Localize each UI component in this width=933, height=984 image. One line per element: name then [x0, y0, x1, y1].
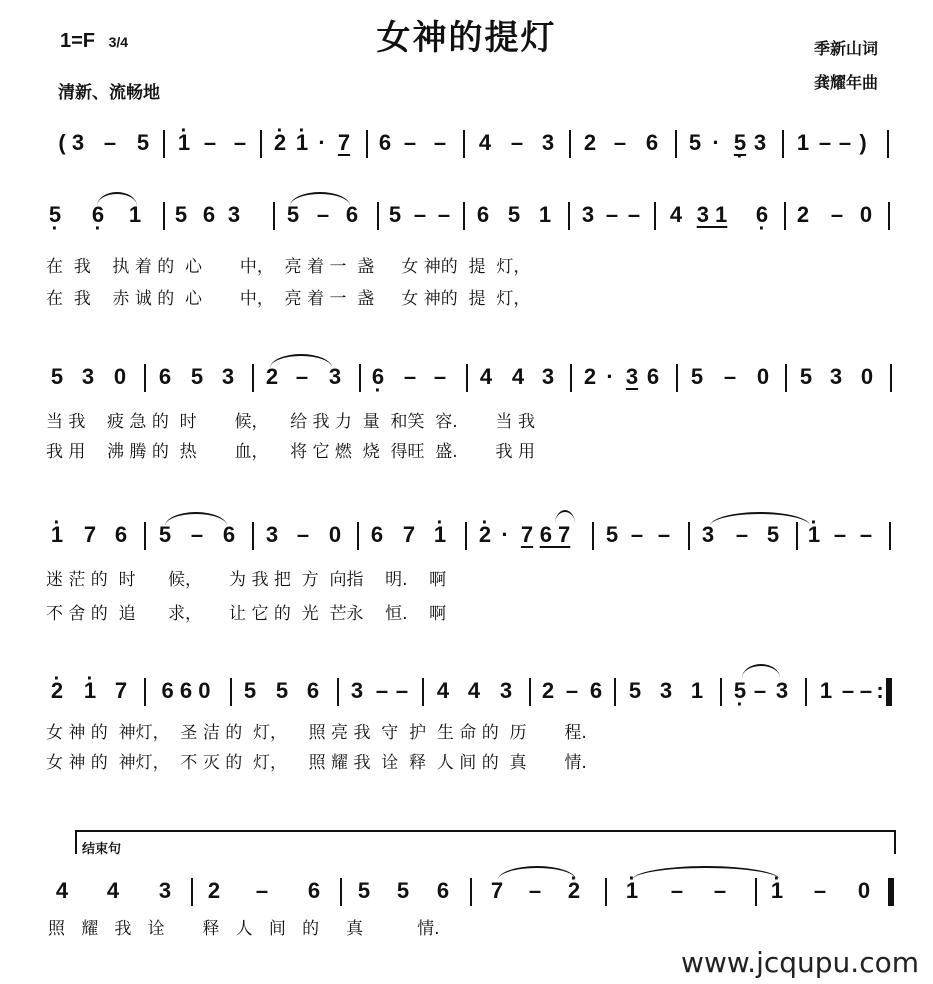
verse-b-notation-line: 5 3 0 6 5 3 2 – 3 6 · – – 4 4 3 2 · 3 6 5 – 0 5 3 0 [0, 362, 933, 402]
coda-notation-line: 4 4 3 2 – 6 5 5 6 7 – · 2 · 1 – – · 1 – 0 [0, 876, 933, 916]
time-signature: 3/4 [108, 34, 129, 50]
lyric-line: 迷 茫 的 时 候， 为 我 把 方 向指 明. 啊 [46, 570, 447, 590]
lyric-line: 在 我 赤 诚 的 心 中， 亮 着 一 盏 女 神的 提 灯， [46, 289, 531, 309]
final-barline [888, 878, 894, 906]
verse-a-notation-line: 5 · 6 · 1 5 6 3 5 – 6 5 – – 6 5 1 3 – – 4 3 1 6 · 2 – 0 [0, 200, 933, 240]
intro-notation-line: ( 3 – 5 · 1 – – · 2 · 1 · 7 6 – – 4 – 3 2 – 6 5 · 5 · 3 1 – – ) [0, 128, 933, 168]
key-signature: 1=F [60, 30, 96, 52]
verse-c-notation-line: · 1 7 6 5 – 6 3 – 0 6 7 · 1 · 2 · 7 6 7 5 – – 3 – 5 · 1 – – [0, 520, 933, 560]
barline [163, 130, 165, 158]
tempo-marking: 清新、流畅地 [58, 83, 160, 103]
lyric-line: 不 舍 的 追 求， 让 它 的 光 芒永 恒. 啊 [46, 604, 447, 624]
coda-label: 结束句 [82, 842, 122, 857]
lyric-line: 我 用 沸 腾 的 热 血， 将 它 燃 烧 得旺 盛. 我 用 [46, 442, 535, 462]
key-and-time-signature [60, 30, 128, 53]
lyric-line: 照 耀 我 诠 释 人 间 的 真 情. [48, 919, 440, 939]
song-title: 女神的提灯 [376, 18, 557, 58]
lyric-line: 在 我 执 着 的 心 中， 亮 着 一 盏 女 神的 提 灯， [46, 257, 531, 277]
chorus-notation-line: · 2 · 1 7 6 6 0 5 5 6 3 – – 4 4 3 2 – 6 5 3 1 5 · – 3 1 – – : [0, 676, 933, 716]
coda-bracket [75, 830, 896, 854]
lyric-line: 当 我 疲 急 的 时 候， 给 我 力 量 和笑 容. 当 我 [46, 412, 535, 432]
lyric-line: 女 神 的 神灯， 不 灭 的 灯， 照 耀 我 诠 释 人 间 的 真 情. [46, 753, 587, 773]
lyric-line: 女 神 的 神灯， 圣 洁 的 灯， 照 亮 我 守 护 生 命 的 历 程. [46, 723, 587, 743]
composer-credit: 龚耀年曲 [813, 73, 878, 92]
repeat-end-barline [886, 678, 892, 706]
watermark: www.jcqupu.com [681, 946, 919, 979]
lyricist-credit: 季新山词 [813, 39, 878, 58]
